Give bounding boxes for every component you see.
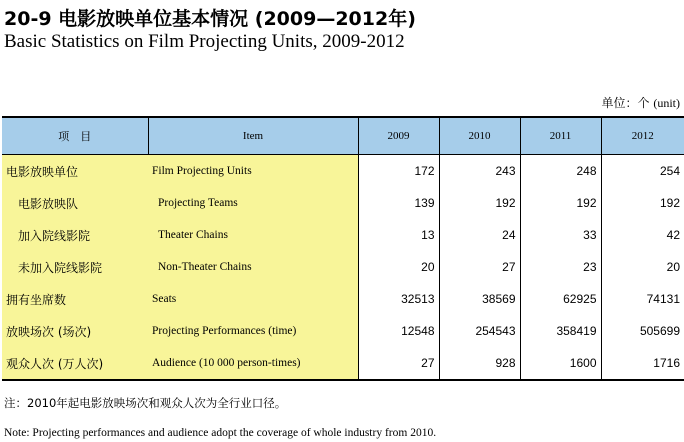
table-cell: 192 — [520, 187, 601, 219]
row-label-cn: 加入院线影院 — [2, 219, 148, 251]
table-cell: 254 — [601, 155, 684, 188]
table-cell: 38569 — [439, 283, 520, 315]
row-label-en: Seats — [148, 283, 358, 315]
table-row — [2, 315, 684, 347]
header-item-cn: 项 目 — [2, 117, 148, 155]
header-year: 2009 — [358, 117, 439, 155]
table-cell: 928 — [439, 347, 520, 380]
row-label-en: Audience (10 000 person-times) — [148, 347, 358, 380]
table-cell: 1600 — [520, 347, 601, 380]
table-row — [2, 251, 684, 283]
table-cell: 243 — [439, 155, 520, 188]
footnote-chinese: 注：2010年起电影放映场次和观众人次为全行业口径。 — [4, 396, 287, 410]
table-cell: 139 — [358, 187, 439, 219]
footnote-english: Note: Projecting performances and audience adopt the coverage of whole industry from 2010. — [4, 427, 437, 439]
row-label-en: Projecting Teams — [148, 187, 358, 219]
table-row — [2, 219, 684, 251]
table-row — [2, 283, 684, 315]
table-cell: 24 — [439, 219, 520, 251]
row-label-en: Non-Theater Chains — [148, 251, 358, 283]
row-label-cn: 拥有坐席数 — [2, 283, 148, 315]
title-english: Basic Statistics on Film Projecting Units, 2009-2012 — [4, 31, 405, 52]
header-year: 2010 — [439, 117, 520, 155]
table-row — [2, 155, 684, 188]
table-header-row — [2, 117, 684, 155]
table-cell: 62925 — [520, 283, 601, 315]
table-cell: 27 — [439, 251, 520, 283]
statistics-table — [2, 116, 684, 381]
table-cell: 254543 — [439, 315, 520, 347]
table-cell: 13 — [358, 219, 439, 251]
table-cell: 42 — [601, 219, 684, 251]
table-cell: 358419 — [520, 315, 601, 347]
row-label-en: Theater Chains — [148, 219, 358, 251]
row-label-cn: 放映场次 (场次) — [2, 315, 148, 347]
table-row — [2, 347, 684, 380]
row-label-en: Projecting Performances (time) — [148, 315, 358, 347]
title-chinese: 20-9 电影放映单位基本情况 (2009—2012年) — [4, 8, 416, 30]
table-cell: 20 — [358, 251, 439, 283]
header-year: 2012 — [601, 117, 684, 155]
row-label-cn: 电影放映单位 — [2, 155, 148, 188]
table-cell: 192 — [601, 187, 684, 219]
unit-label — [601, 94, 680, 111]
table-cell: 27 — [358, 347, 439, 380]
table-cell: 12548 — [358, 315, 439, 347]
row-label-cn: 未加入院线影院 — [2, 251, 148, 283]
table-cell: 248 — [520, 155, 601, 188]
unit-label-en: (unit) — [653, 96, 680, 110]
header-item-en: Item — [148, 117, 358, 155]
table-row — [2, 187, 684, 219]
table-cell: 74131 — [601, 283, 684, 315]
table-cell: 1716 — [601, 347, 684, 380]
header-year: 2011 — [520, 117, 601, 155]
table-cell: 23 — [520, 251, 601, 283]
table-cell: 32513 — [358, 283, 439, 315]
row-label-en: Film Projecting Units — [148, 155, 358, 188]
table-cell: 505699 — [601, 315, 684, 347]
row-label-cn: 观众人次 (万人次) — [2, 347, 148, 380]
table-cell: 192 — [439, 187, 520, 219]
unit-label-cn: 单位：个 — [601, 96, 650, 110]
table-cell: 172 — [358, 155, 439, 188]
table-cell: 20 — [601, 251, 684, 283]
table-cell: 33 — [520, 219, 601, 251]
row-label-cn: 电影放映队 — [2, 187, 148, 219]
